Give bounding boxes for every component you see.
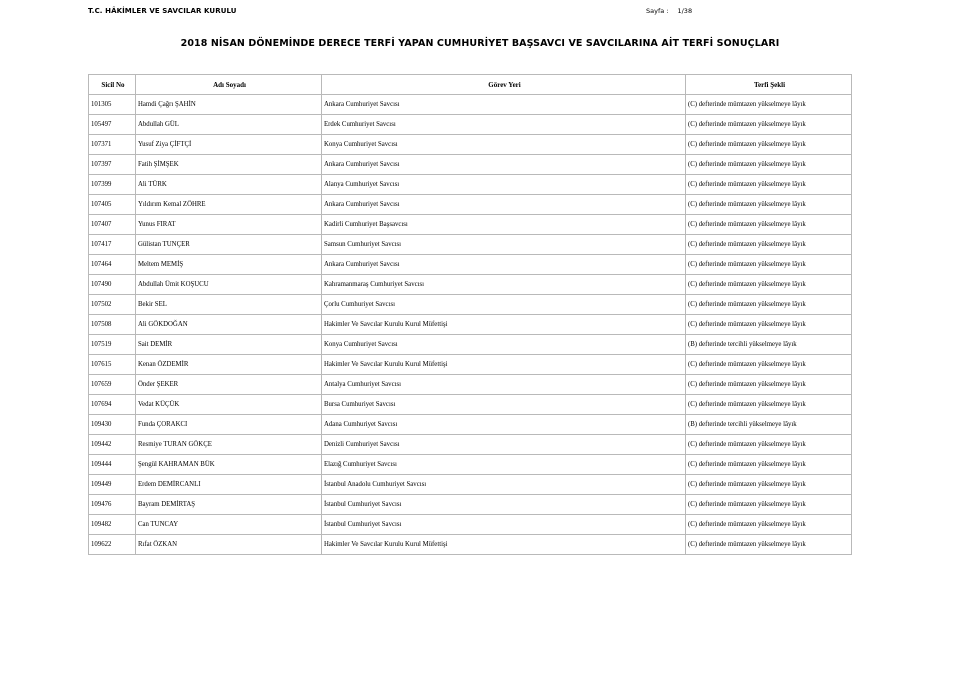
table-row xyxy=(89,535,852,555)
sicil-no-cell: 107490 xyxy=(89,275,136,295)
terfi-sekli-cell: (C) defterinde mümtazen yükselmeye lâyık xyxy=(686,95,852,115)
sicil-no-cell: 109449 xyxy=(89,475,136,495)
gorev-yeri-cell: Erdek Cumhuriyet Savcısı xyxy=(322,115,686,135)
terfi-sekli-cell: (B) defterinde tercihli yükselmeye lâyık xyxy=(686,415,852,435)
header-sicil-no: Sicil No xyxy=(89,75,136,95)
gorev-yeri-cell: Kadirli Cumhuriyet Başsavcısı xyxy=(322,215,686,235)
header-adi-soyadi: Adı Soyadı xyxy=(136,75,322,95)
gorev-yeri-cell: Elazığ Cumhuriyet Savcısı xyxy=(322,455,686,475)
sicil-no-cell: 107407 xyxy=(89,215,136,235)
terfi-sekli-cell: (C) defterinde mümtazen yükselmeye lâyık xyxy=(686,235,852,255)
table-row xyxy=(89,255,852,275)
terfi-sekli-cell: (C) defterinde mümtazen yükselmeye lâyık xyxy=(686,495,852,515)
table-row xyxy=(89,415,852,435)
table-row xyxy=(89,355,852,375)
sicil-no-cell: 109442 xyxy=(89,435,136,455)
table-row xyxy=(89,315,852,335)
gorev-yeri-cell: Ankara Cumhuriyet Savcısı xyxy=(322,95,686,115)
terfi-sekli-cell: (C) defterinde mümtazen yükselmeye lâyık xyxy=(686,375,852,395)
terfi-sekli-cell: (C) defterinde mümtazen yükselmeye lâyık xyxy=(686,315,852,335)
table-row xyxy=(89,475,852,495)
name-cell: Kenan ÖZDEMİR xyxy=(136,355,322,375)
name-cell: Önder ŞEKER xyxy=(136,375,322,395)
name-cell: Sait DEMİR xyxy=(136,335,322,355)
table-row xyxy=(89,455,852,475)
name-cell: Can TUNCAY xyxy=(136,515,322,535)
sicil-no-cell: 107508 xyxy=(89,315,136,335)
gorev-yeri-cell: İstanbul Anadolu Cumhuriyet Savcısı xyxy=(322,475,686,495)
sicil-no-cell: 107417 xyxy=(89,235,136,255)
gorev-yeri-cell: Ankara Cumhuriyet Savcısı xyxy=(322,255,686,275)
name-cell: Ali GÖKDOĞAN xyxy=(136,315,322,335)
table-row xyxy=(89,395,852,415)
gorev-yeri-cell: Adana Cumhuriyet Savcısı xyxy=(322,415,686,435)
terfi-sekli-cell: (C) defterinde mümtazen yükselmeye lâyık xyxy=(686,295,852,315)
sicil-no-cell: 101305 xyxy=(89,95,136,115)
sicil-no-cell: 109622 xyxy=(89,535,136,555)
sicil-no-cell: 105497 xyxy=(89,115,136,135)
name-cell: Yıldırım Kemal ZÖHRE xyxy=(136,195,322,215)
name-cell: Ali TÜRK xyxy=(136,175,322,195)
table-row xyxy=(89,235,852,255)
gorev-yeri-cell: İstanbul Cumhuriyet Savcısı xyxy=(322,495,686,515)
table-row xyxy=(89,115,852,135)
sicil-no-cell: 107519 xyxy=(89,335,136,355)
terfi-sekli-cell: (C) defterinde mümtazen yükselmeye lâyık xyxy=(686,475,852,495)
terfi-sekli-cell: (C) defterinde mümtazen yükselmeye lâyık xyxy=(686,255,852,275)
gorev-yeri-cell: Denizli Cumhuriyet Savcısı xyxy=(322,435,686,455)
name-cell: Abdullah Ümit KOŞUCU xyxy=(136,275,322,295)
gorev-yeri-cell: Alanya Cumhuriyet Savcısı xyxy=(322,175,686,195)
name-cell: Meltem MEMİŞ xyxy=(136,255,322,275)
gorev-yeri-cell: Ankara Cumhuriyet Savcısı xyxy=(322,155,686,175)
table-row xyxy=(89,135,852,155)
gorev-yeri-cell: Hakimler Ve Savcılar Kurulu Kurul Müfettişi xyxy=(322,315,686,335)
terfi-sekli-cell: (C) defterinde mümtazen yükselmeye lâyık xyxy=(686,215,852,235)
terfi-sekli-cell: (C) defterinde mümtazen yükselmeye lâyık xyxy=(686,515,852,535)
sicil-no-cell: 107502 xyxy=(89,295,136,315)
page-number: 1/38 xyxy=(677,7,693,15)
sicil-no-cell: 109430 xyxy=(89,415,136,435)
table-row xyxy=(89,175,852,195)
table-row xyxy=(89,155,852,175)
name-cell: Fatih ŞİMŞEK xyxy=(136,155,322,175)
gorev-yeri-cell: Antalya Cumhuriyet Savcısı xyxy=(322,375,686,395)
gorev-yeri-cell: Bursa Cumhuriyet Savcısı xyxy=(322,395,686,415)
name-cell: Şengül KAHRAMAN BÜK xyxy=(136,455,322,475)
name-cell: Rıfat ÖZKAN xyxy=(136,535,322,555)
terfi-sekli-cell: (C) defterinde mümtazen yükselmeye lâyık xyxy=(686,135,852,155)
terfi-sekli-cell: (C) defterinde mümtazen yükselmeye lâyık xyxy=(686,395,852,415)
terfi-sekli-cell: (C) defterinde mümtazen yükselmeye lâyık xyxy=(686,355,852,375)
table-row xyxy=(89,495,852,515)
sicil-no-cell: 107371 xyxy=(89,135,136,155)
name-cell: Abdullah GÜL xyxy=(136,115,322,135)
sicil-no-cell: 107615 xyxy=(89,355,136,375)
gorev-yeri-cell: Hakimler Ve Savcılar Kurulu Kurul Müfettişi xyxy=(322,355,686,375)
sicil-no-cell: 107397 xyxy=(89,155,136,175)
name-cell: Funda ÇORAKCI xyxy=(136,415,322,435)
page-indicator xyxy=(646,7,701,15)
name-cell: Gülistan TUNÇER xyxy=(136,235,322,255)
terfi-sekli-cell: (C) defterinde mümtazen yükselmeye lâyık xyxy=(686,435,852,455)
page-label: Sayfa : xyxy=(646,7,669,15)
sicil-no-cell: 107694 xyxy=(89,395,136,415)
sicil-no-cell: 107405 xyxy=(89,195,136,215)
name-cell: Bekir SEL xyxy=(136,295,322,315)
gorev-yeri-cell: Samsun Cumhuriyet Savcısı xyxy=(322,235,686,255)
table-row xyxy=(89,375,852,395)
gorev-yeri-cell: Kahramanmaraş Cumhuriyet Savcısı xyxy=(322,275,686,295)
terfi-sekli-cell: (C) defterinde mümtazen yükselmeye lâyık xyxy=(686,195,852,215)
table-row xyxy=(89,335,852,355)
terfi-sekli-cell: (C) defterinde mümtazen yükselmeye lâyık xyxy=(686,535,852,555)
name-cell: Erdem DEMİRCANLI xyxy=(136,475,322,495)
name-cell: Resmiye TURAN GÖKÇE xyxy=(136,435,322,455)
header-terfi-sekli: Terfi Şekli xyxy=(686,75,852,95)
table-row xyxy=(89,435,852,455)
table-row xyxy=(89,515,852,535)
name-cell: Yunus FIRAT xyxy=(136,215,322,235)
terfi-sekli-cell: (C) defterinde mümtazen yükselmeye lâyık xyxy=(686,155,852,175)
name-cell: Bayram DEMİRTAŞ xyxy=(136,495,322,515)
gorev-yeri-cell: Ankara Cumhuriyet Savcısı xyxy=(322,195,686,215)
gorev-yeri-cell: Konya Cumhuriyet Savcısı xyxy=(322,335,686,355)
terfi-sekli-cell: (C) defterinde mümtazen yükselmeye lâyık xyxy=(686,115,852,135)
header-gorev-yeri: Görev Yeri xyxy=(322,75,686,95)
table-header-row xyxy=(89,75,852,95)
document-title: 2018 NİSAN DÖNEMİNDE DERECE TERFİ YAPAN CUMHURİYET BAŞSAVCI VE SAVCILARINA AİT TERFİ SONUÇLARI xyxy=(180,38,780,49)
table-row xyxy=(89,195,852,215)
name-cell: Yusuf Ziya ÇİFTÇİ xyxy=(136,135,322,155)
sicil-no-cell: 109444 xyxy=(89,455,136,475)
sicil-no-cell: 107659 xyxy=(89,375,136,395)
terfi-sekli-cell: (C) defterinde mümtazen yükselmeye lâyık xyxy=(686,455,852,475)
gorev-yeri-cell: Hakimler Ve Savcılar Kurulu Kurul Müfettişi xyxy=(322,535,686,555)
sicil-no-cell: 109476 xyxy=(89,495,136,515)
sicil-no-cell: 107464 xyxy=(89,255,136,275)
name-cell: Hamdi Çağrı ŞAHİN xyxy=(136,95,322,115)
table-row xyxy=(89,95,852,115)
terfi-sekli-cell: (B) defterinde tercihli yükselmeye lâyık xyxy=(686,335,852,355)
sicil-no-cell: 109482 xyxy=(89,515,136,535)
gorev-yeri-cell: İstanbul Cumhuriyet Savcısı xyxy=(322,515,686,535)
gorev-yeri-cell: Konya Cumhuriyet Savcısı xyxy=(322,135,686,155)
results-table xyxy=(88,74,852,555)
gorev-yeri-cell: Çorlu Cumhuriyet Savcısı xyxy=(322,295,686,315)
name-cell: Vedat KÜÇÜK xyxy=(136,395,322,415)
table-row xyxy=(89,275,852,295)
table-row xyxy=(89,215,852,235)
organization-header: T.C. HÂKİMLER VE SAVCILAR KURULU xyxy=(88,7,237,15)
table-row xyxy=(89,295,852,315)
terfi-sekli-cell: (C) defterinde mümtazen yükselmeye lâyık xyxy=(686,275,852,295)
table-body xyxy=(89,95,852,555)
sicil-no-cell: 107399 xyxy=(89,175,136,195)
terfi-sekli-cell: (C) defterinde mümtazen yükselmeye lâyık xyxy=(686,175,852,195)
